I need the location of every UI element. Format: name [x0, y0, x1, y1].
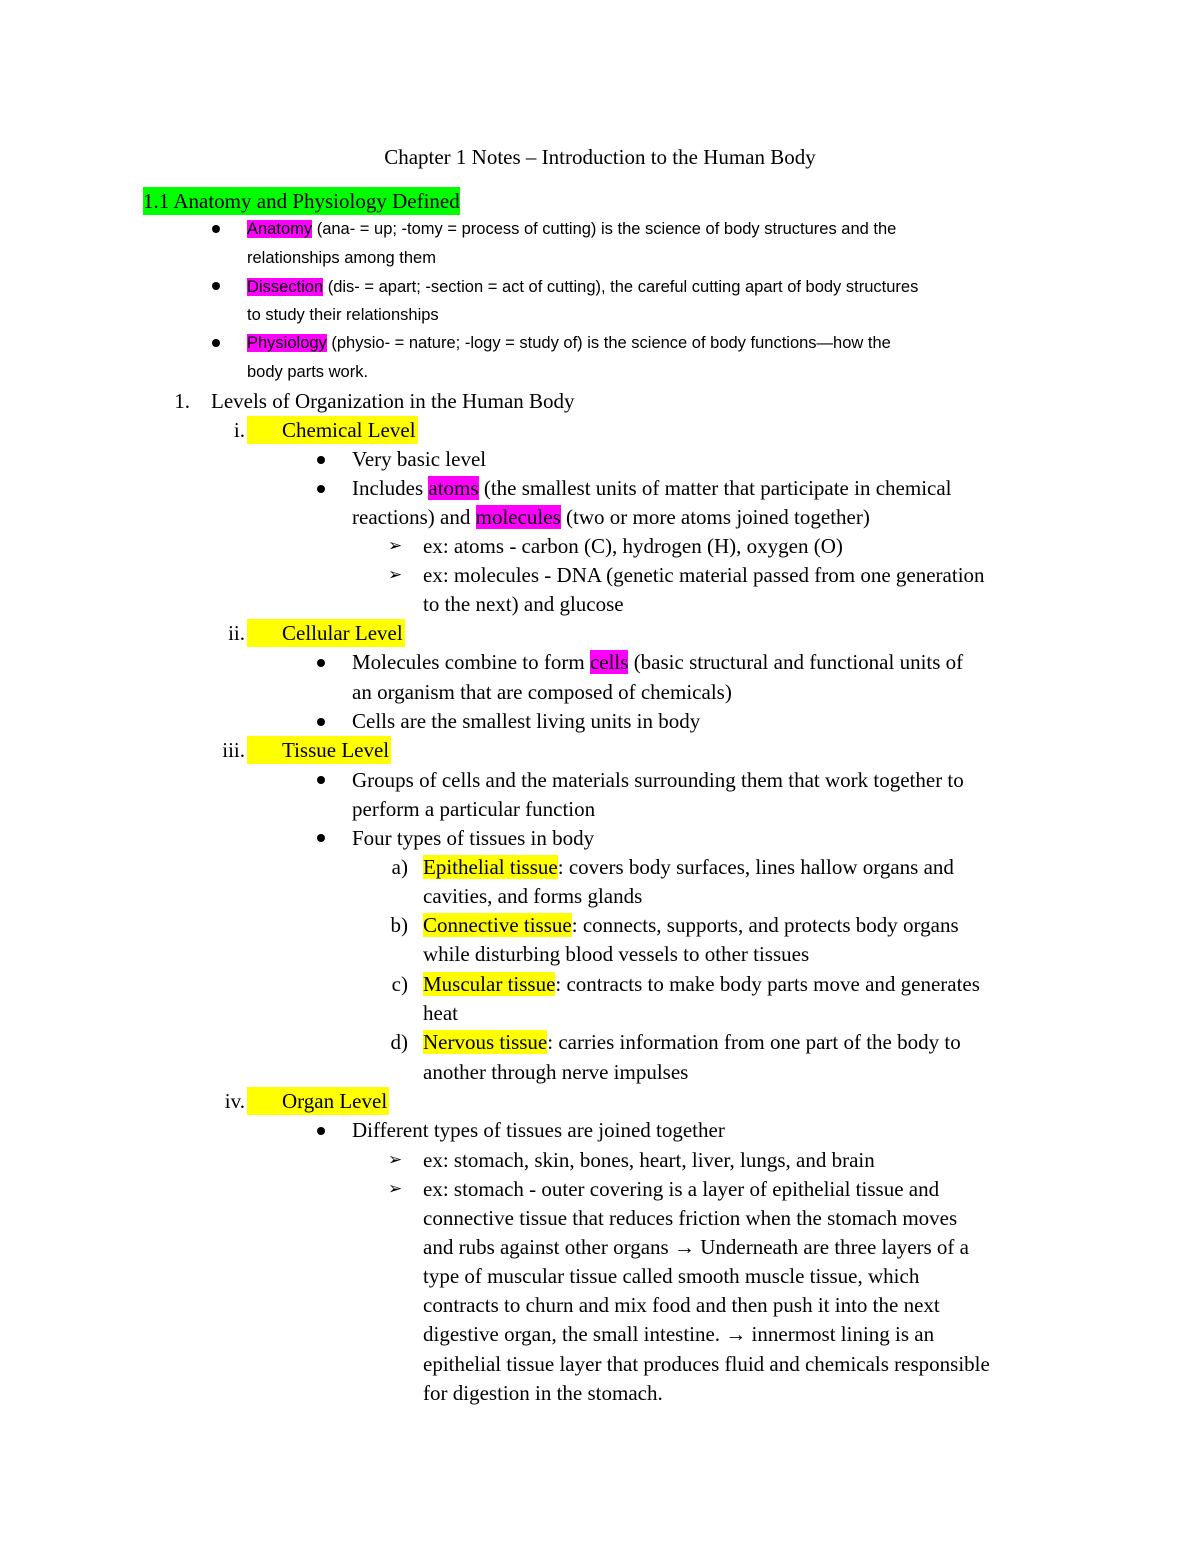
definition-physiology-cont: body parts work. — [247, 363, 369, 381]
bullet-icon — [317, 659, 325, 667]
definition-anatomy-cont: relationships among them — [247, 249, 436, 267]
definition-physiology: Physiology (physio- = nature; -logy = study of) is the science of body functions—how the — [247, 334, 891, 352]
bullet-icon — [212, 225, 220, 233]
term-connective: Connective tissue — [423, 913, 572, 937]
organ-example-2-line-8: for digestion in the stomach. — [423, 1381, 663, 1405]
list-marker: a) — [391, 855, 408, 879]
list-marker: ii. — [228, 621, 245, 645]
list-marker: 1. — [174, 389, 190, 413]
bullet-icon — [212, 282, 220, 290]
tissue-type-connective: Connective tissue: connects, supports, and protects body organs — [423, 913, 959, 937]
arrow-bullet-icon: ➢ — [388, 565, 403, 585]
organ-example-2-line-6: digestive organ, the small intestine. → innermost lining is an — [423, 1322, 935, 1346]
bullet-icon — [317, 1127, 325, 1135]
tissue-type-nervous-cont: another through nerve impulses — [423, 1060, 689, 1084]
tissue-type-muscular-cont: heat — [423, 1001, 458, 1025]
term-atoms: atoms — [428, 476, 479, 500]
arrow-bullet-icon: ➢ — [388, 536, 403, 556]
tissue-bullet-2: Four types of tissues in body — [352, 826, 595, 850]
bullet-icon — [317, 456, 325, 464]
chemical-example-2: ex: molecules - DNA (genetic material passed from one generation — [423, 563, 985, 587]
term-dissection: Dissection — [247, 278, 324, 296]
tissue-type-connective-cont: while disturbing blood vessels to other tissues — [423, 942, 810, 966]
page-title: Chapter 1 Notes – Introduction to the Human Body — [384, 145, 816, 169]
definition-dissection-cont: to study their relationships — [247, 306, 439, 324]
organ-example-1: ex: stomach, skin, bones, heart, liver, lungs, and brain — [423, 1148, 875, 1172]
chemical-example-1: ex: atoms - carbon (C), hydrogen (H), oxygen (O) — [423, 534, 843, 558]
list-marker: b) — [390, 913, 408, 937]
section-heading: 1.1 Anatomy and Physiology Defined — [143, 189, 460, 213]
tissue-level-label: Tissue Level — [247, 736, 391, 764]
chemical-bullet-2-cont: reactions) and molecules (two or more atoms joined together) — [352, 505, 870, 529]
chemical-level-label: Chemical Level — [247, 416, 418, 444]
term-muscular: Muscular tissue — [423, 972, 556, 996]
bullet-icon — [317, 834, 325, 842]
tissue-type-epithelial-cont: cavities, and forms glands — [423, 884, 643, 908]
definition-dissection: Dissection (dis- = apart; -section = act of cutting), the careful cutting apart of body structures — [247, 278, 919, 296]
organ-bullet-1: Different types of tissues are joined together — [352, 1118, 725, 1142]
term-nervous: Nervous tissue — [423, 1030, 548, 1054]
tissue-bullet-1: Groups of cells and the materials surrounding them that work together to — [352, 768, 964, 792]
list-marker: c) — [391, 972, 408, 996]
cellular-bullet-1-cont: an organism that are composed of chemicals) — [352, 680, 732, 704]
cellular-level-label: Cellular Level — [247, 619, 405, 647]
term-anatomy: Anatomy — [247, 220, 313, 238]
bullet-icon — [212, 339, 220, 347]
organ-example-2-line-4: type of muscular tissue called smooth muscle tissue, which — [423, 1264, 920, 1288]
organ-example-2-line-1: ex: stomach - outer covering is a layer of epithelial tissue and — [423, 1177, 940, 1201]
tissue-type-epithelial: Epithelial tissue: covers body surfaces, lines hallow organs and — [423, 855, 954, 879]
term-cells: cells — [589, 650, 629, 674]
arrow-bullet-icon: ➢ — [388, 1150, 403, 1170]
levels-heading: Levels of Organization in the Human Body — [211, 389, 575, 413]
definition-anatomy: Anatomy (ana- = up; -tomy = process of cutting) is the science of body structures and the — [247, 220, 897, 238]
organ-example-2-line-3: and rubs against other organs → Underneath are three layers of a — [423, 1235, 969, 1259]
tissue-bullet-1-cont: perform a particular function — [352, 797, 596, 821]
list-marker: d) — [390, 1030, 408, 1054]
organ-example-2-line-2: connective tissue that reduces friction when the stomach moves — [423, 1206, 958, 1230]
organ-level-label: Organ Level — [247, 1087, 389, 1115]
list-marker: i. — [233, 418, 245, 442]
term-physiology: Physiology — [247, 334, 327, 352]
tissue-type-nervous: Nervous tissue: carries information from one part of the body to — [423, 1030, 961, 1054]
bullet-icon — [317, 485, 325, 493]
tissue-type-muscular: Muscular tissue: contracts to make body parts move and generates — [423, 972, 980, 996]
organ-example-2-line-7: epithelial tissue layer that produces fluid and chemicals responsible — [423, 1352, 990, 1376]
bullet-icon — [317, 718, 325, 726]
organ-example-2-line-5: contracts to churn and mix food and then push it into the next — [423, 1293, 940, 1317]
arrow-bullet-icon: ➢ — [388, 1179, 403, 1199]
list-marker: iii. — [222, 738, 245, 762]
cellular-bullet-2: Cells are the smallest living units in body — [352, 709, 701, 733]
chemical-example-2-cont: to the next) and glucose — [423, 592, 624, 616]
term-molecules: molecules — [475, 505, 561, 529]
list-marker: iv. — [224, 1089, 245, 1113]
chemical-bullet-2: Includes atoms (the smallest units of matter that participate in chemical — [352, 476, 952, 500]
chemical-bullet-1: Very basic level — [352, 447, 487, 471]
term-epithelial: Epithelial tissue — [423, 855, 558, 879]
bullet-icon — [317, 776, 325, 784]
cellular-bullet-1: Molecules combine to form cells (basic structural and functional units of — [352, 650, 964, 674]
